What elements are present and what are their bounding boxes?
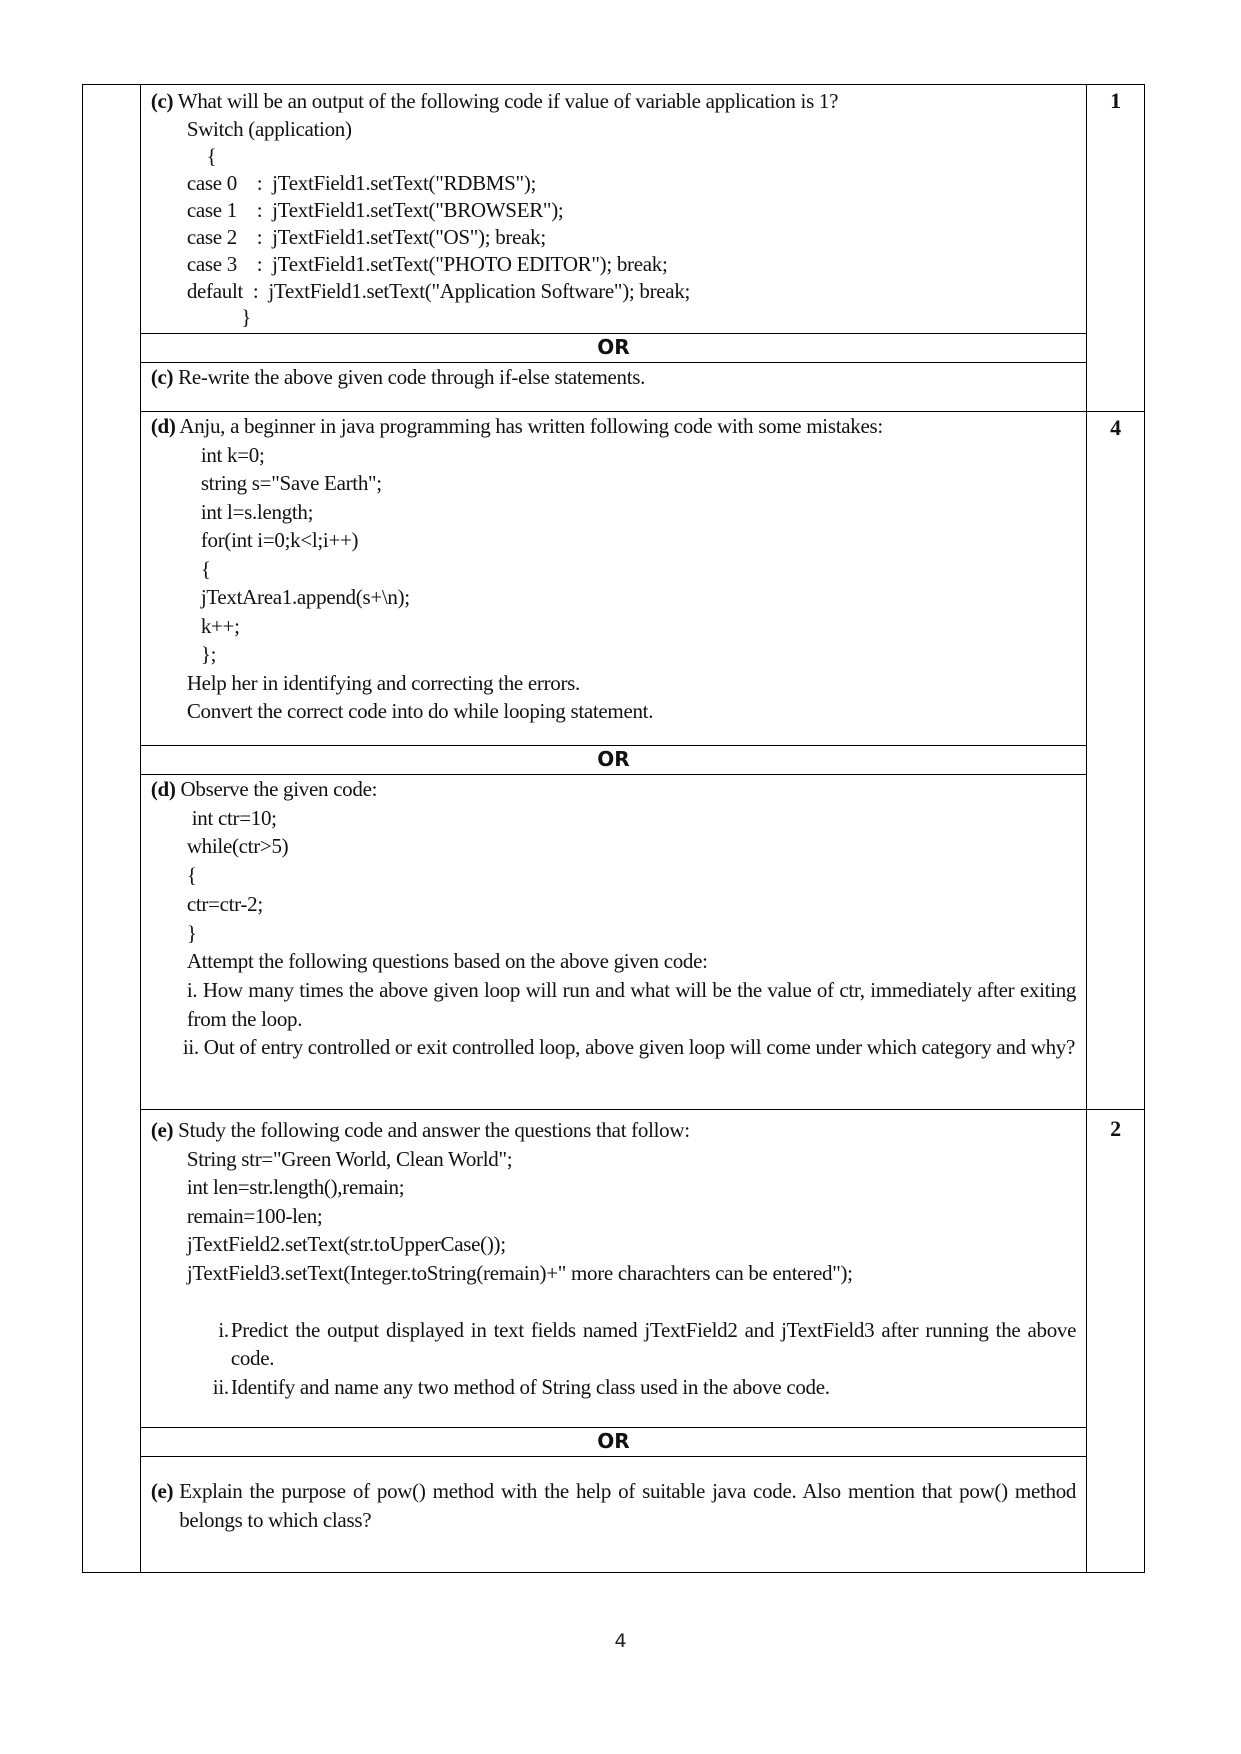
sub-question: i. How many times the above given loop will run and what will be the value of ctr, immediately after exiting from the loop. bbox=[186, 977, 1077, 1031]
question-text: What will be an output of the following code if value of variable application is 1? bbox=[173, 89, 839, 113]
question-label: (c) bbox=[150, 365, 174, 389]
code-line: case 1 : jTextField1.setText("BROWSER"); bbox=[186, 198, 564, 222]
code-line: { bbox=[186, 863, 197, 888]
code-line: } bbox=[186, 305, 252, 329]
code-line: string s="Save Earth"; bbox=[200, 471, 382, 495]
question-table bbox=[82, 84, 1145, 1573]
code-line: Switch (application) bbox=[186, 117, 352, 141]
code-line: { bbox=[200, 556, 211, 581]
code-line: for(int i=0;k<l;i++) bbox=[200, 528, 359, 552]
sub-question-number: ii. bbox=[212, 1374, 229, 1399]
sub-question-text: Predict the output displayed in text fields named jTextField2 and jTextField3 after running the above code. bbox=[230, 1317, 1077, 1371]
question-c-cell bbox=[140, 85, 1086, 334]
question-c-alt-cell bbox=[140, 363, 1086, 412]
question-d-cell bbox=[140, 412, 1086, 746]
question-label: (c) bbox=[150, 89, 174, 113]
or-separator bbox=[140, 746, 1086, 775]
code-line: int l=s.length; bbox=[200, 499, 314, 524]
code-block bbox=[151, 441, 1076, 669]
marks-cell bbox=[1087, 85, 1145, 412]
question-label: (d) bbox=[150, 414, 176, 438]
or-label: OR bbox=[597, 1429, 630, 1453]
code-line: int k=0; bbox=[200, 442, 265, 467]
question-label: (e) bbox=[150, 1118, 174, 1142]
code-line: jTextArea1.append(s+\n); bbox=[200, 585, 410, 609]
code-line: k++; bbox=[200, 613, 240, 638]
code-line: case 2 : jTextField1.setText("OS"); break; bbox=[186, 225, 546, 249]
question-e-alt-text bbox=[151, 1477, 1076, 1535]
or-label: OR bbox=[597, 335, 630, 359]
or-separator bbox=[140, 334, 1086, 363]
code-line: remain=100-len; bbox=[186, 1203, 323, 1228]
code-line: jTextField3.setText(Integer.toString(remain)+" more charachters can be entered"); bbox=[186, 1260, 853, 1285]
sub-question bbox=[151, 1316, 1076, 1373]
sub-question bbox=[151, 1373, 1076, 1402]
code-line: { bbox=[186, 144, 217, 168]
question-text: Anju, a beginner in java programming has written following code with some mistakes: bbox=[175, 414, 883, 438]
code-line: jTextField2.setText(str.toUpperCase()); bbox=[186, 1232, 506, 1257]
question-text: Re-write the above given code through if-else statements. bbox=[173, 365, 646, 389]
question-text: Explain the purpose of pow() method with the help of suitable java code. Also mention that pow() method belongs to which class? bbox=[179, 1479, 1077, 1532]
question-label: (e) bbox=[150, 1479, 174, 1503]
marks-cell bbox=[1087, 412, 1145, 1110]
code-block bbox=[151, 804, 1076, 948]
question-label: (d) bbox=[150, 777, 176, 801]
instruction-line: Help her in identifying and correcting the errors. bbox=[186, 670, 581, 695]
intro-line: Attempt the following questions based on the above given code: bbox=[186, 949, 708, 974]
code-line: }; bbox=[200, 642, 217, 666]
question-e-alt-cell bbox=[140, 1457, 1086, 1573]
code-line: default : jTextField1.setText("Application Software"); break; bbox=[186, 279, 691, 303]
sub-question-text: Identify and name any two method of String class used in the above code. bbox=[230, 1374, 830, 1399]
sub-question: ii. Out of entry controlled or exit controlled loop, above given loop will come under which category and why? bbox=[182, 1035, 1076, 1060]
page-number: 4 bbox=[614, 1630, 627, 1652]
code-line: case 3 : jTextField1.setText("PHOTO EDITOR"); break; bbox=[186, 252, 668, 276]
question-c-row bbox=[83, 85, 1145, 334]
marks-value: 4 bbox=[1110, 415, 1122, 440]
or-label: OR bbox=[597, 747, 630, 771]
question-c-text bbox=[151, 87, 1076, 116]
code-line: case 0 : jTextField1.setText("RDBMS"); bbox=[186, 171, 537, 195]
marks-cell bbox=[1087, 1110, 1145, 1573]
code-line: int len=str.length(),remain; bbox=[186, 1175, 405, 1200]
question-d-alt-cell bbox=[140, 775, 1086, 1110]
code-line: ctr=ctr-2; bbox=[186, 891, 263, 916]
sub-question-number: i. bbox=[218, 1317, 229, 1342]
question-text: Study the following code and answer the questions that follow: bbox=[173, 1118, 690, 1142]
code-block bbox=[151, 1145, 1076, 1288]
marks-value: 1 bbox=[1110, 88, 1122, 113]
code-block bbox=[151, 116, 1076, 329]
instruction-line: Convert the correct code into do while looping statement. bbox=[186, 699, 654, 723]
question-number-column bbox=[83, 85, 141, 1573]
or-separator bbox=[140, 1428, 1086, 1457]
code-line: String str="Green World, Clean World"; bbox=[186, 1146, 513, 1171]
code-line: } bbox=[186, 920, 197, 945]
question-e-cell bbox=[140, 1110, 1086, 1428]
question-text: Observe the given code: bbox=[175, 777, 378, 801]
code-line: int ctr=10; bbox=[186, 805, 277, 830]
code-line: while(ctr>5) bbox=[186, 834, 289, 859]
marks-value: 2 bbox=[1110, 1116, 1122, 1141]
